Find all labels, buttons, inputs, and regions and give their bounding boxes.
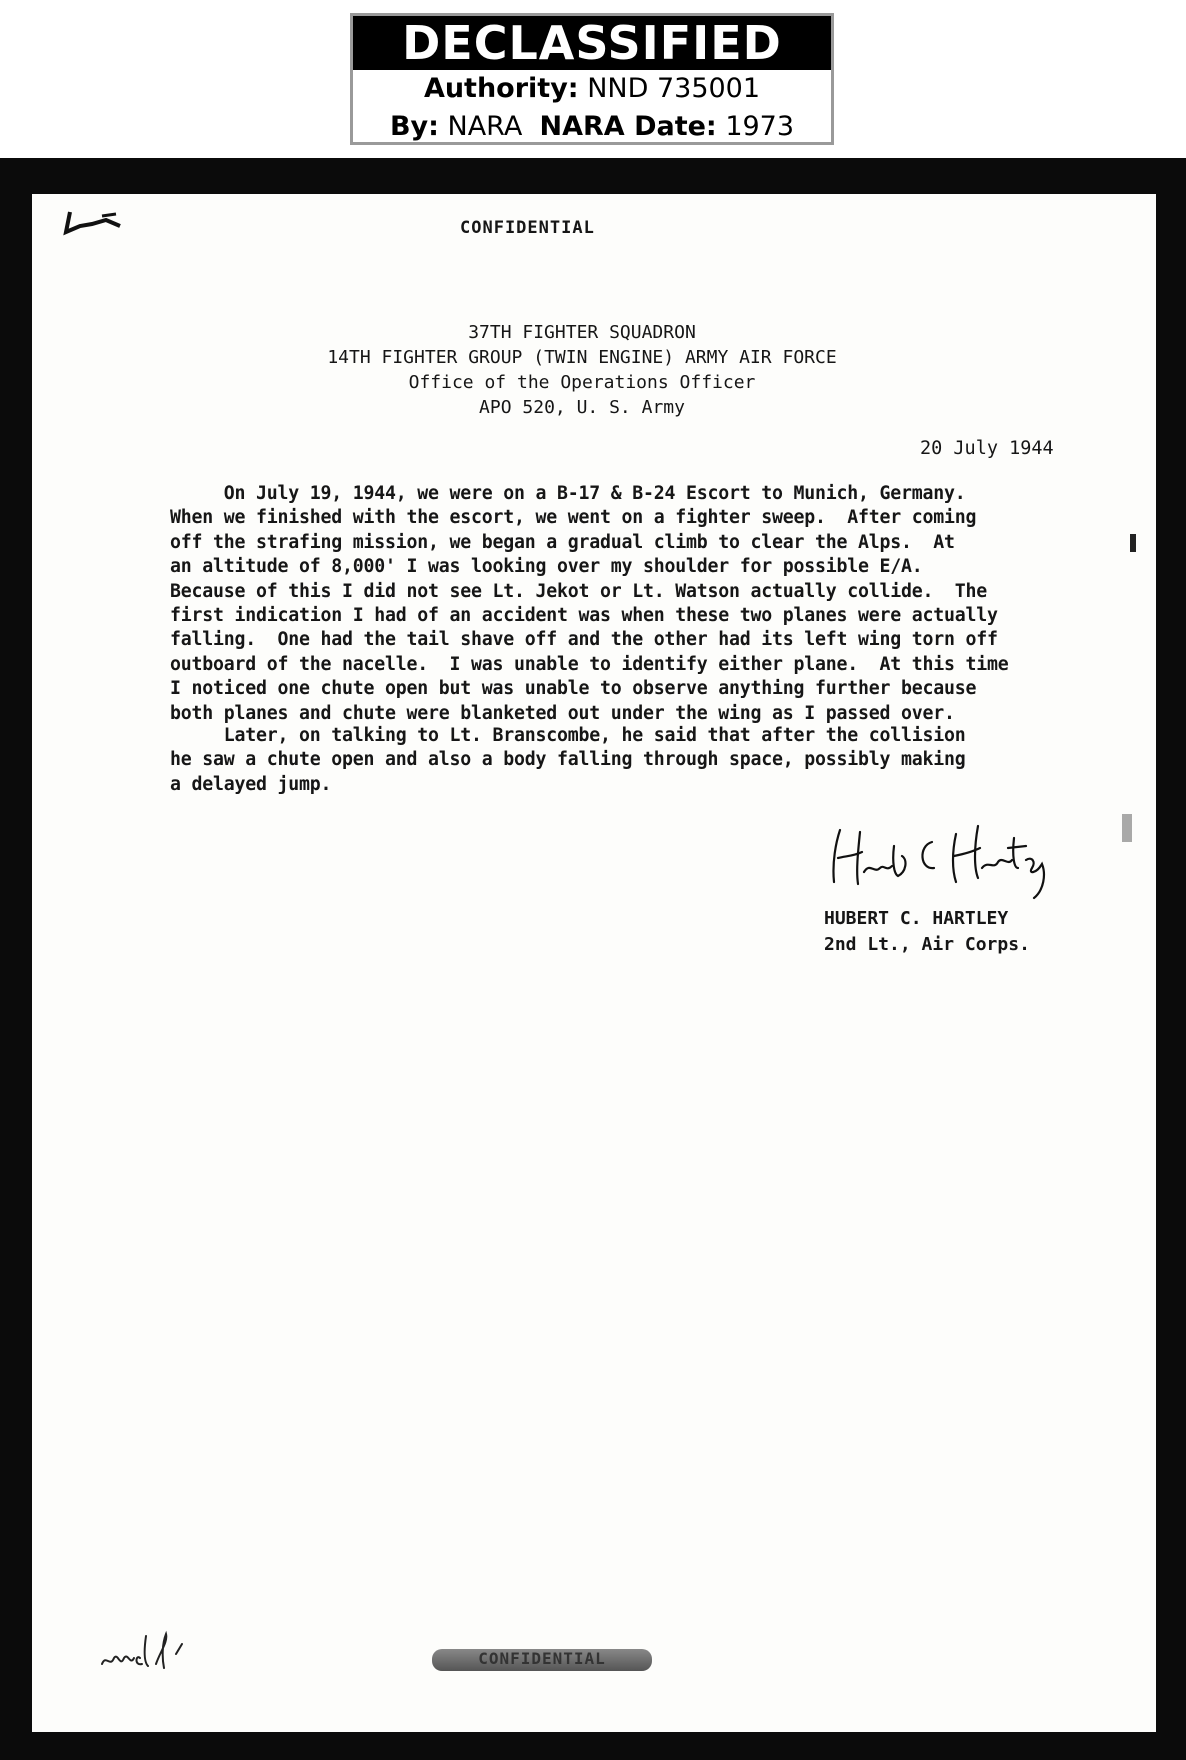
paragraph-line: Because of this I did not see Lt. Jekot or Lt. Watson actually collide. The [170, 580, 987, 602]
edge-smudge [1122, 814, 1132, 842]
declassified-stamp [350, 13, 834, 145]
document-paper [32, 194, 1156, 1732]
paragraph-line: On July 19, 1944, we were on a B-17 & B-24 Escort to Munich, Germany. [170, 483, 966, 504]
paragraph-line: When we finished with the escort, we went on a fighter sweep. After coming [170, 507, 977, 529]
paragraph-line: both planes and chute were blanketed out under the wing as I passed over. [170, 702, 955, 724]
header-unit: 37TH FIGHTER SQUADRON [468, 322, 696, 343]
edge-smudge [1130, 534, 1136, 552]
header-group: 14TH FIGHTER GROUP (TWIN ENGINE) ARMY AIR FORCE [327, 347, 837, 368]
margin-note-handwriting [96, 1624, 216, 1684]
stamp-by: By: NARA NARA Date: 1973 [389, 111, 795, 142]
paragraph-line: Later, on talking to Lt. Branscombe, he said that after the collision [170, 725, 966, 746]
signer-name: HUBERT C. HARTLEY [824, 908, 1009, 929]
signature-block [824, 906, 1030, 958]
paragraph-line: off the strafing mission, we began a gradual climb to clear the Alps. At [170, 531, 955, 553]
header-apo: APO 520, U. S. Army [479, 397, 685, 418]
classification-top: CONFIDENTIAL [460, 218, 595, 238]
paragraph-line: I noticed one chute open but was unable to observe anything further because [170, 678, 977, 700]
letterhead [262, 320, 902, 420]
paragraph-line: he saw a chute open and also a body falling through space, possibly making [170, 749, 966, 771]
corner-scribble-mark [62, 204, 142, 244]
stamp-title: DECLASSIFIED [353, 16, 831, 70]
classification-bottom: CONFIDENTIAL [432, 1649, 652, 1671]
signer-rank: 2nd Lt., Air Corps. [824, 934, 1030, 955]
paragraph-line: an altitude of 8,000' I was looking over my shoulder for possible E/A. [170, 556, 923, 578]
paragraph-line: first indication I had of an accident was when these two planes were actually [170, 605, 998, 627]
paragraph-line: a delayed jump. [170, 773, 332, 795]
handwritten-signature [822, 812, 1062, 902]
header-office: Office of the Operations Officer [408, 372, 756, 393]
stamp-authority: Authority: NND 735001 [423, 73, 761, 104]
paragraph-1 [170, 482, 1009, 726]
paragraph-line: falling. One had the tail shave off and the other had its left wing torn off [170, 629, 998, 651]
scanned-page [0, 158, 1186, 1760]
paragraph-line: outboard of the nacelle. I was unable to identify either plane. At this time [170, 653, 1009, 675]
letter-date: 20 July 1944 [920, 438, 1054, 459]
paragraph-2 [170, 724, 966, 797]
